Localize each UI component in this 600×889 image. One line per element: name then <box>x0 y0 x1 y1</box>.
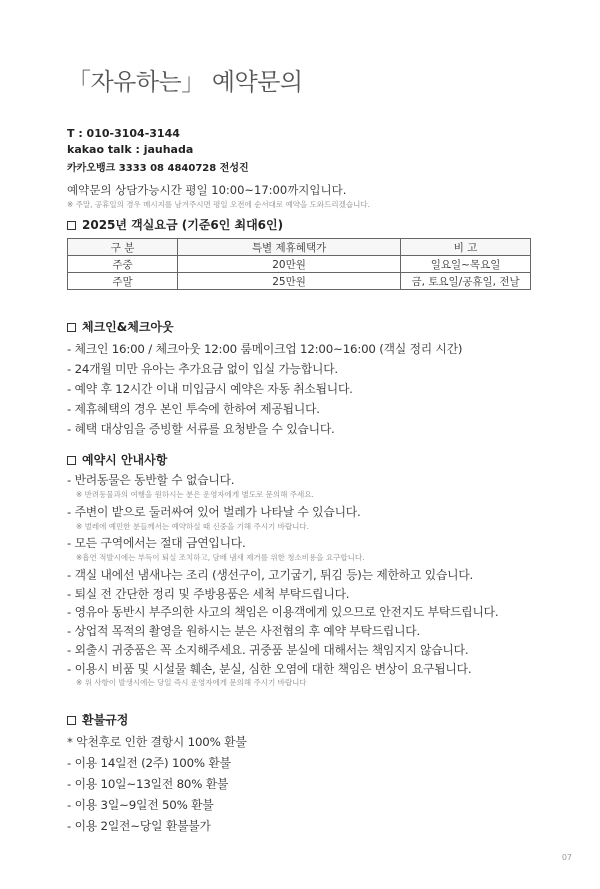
list-item-note: ※ 벌레에 예민한 분들께서는 예약하실 때 신중을 기해 주시기 바랍니다. <box>76 522 309 531</box>
table-header: 구 분 <box>68 239 178 256</box>
rates-table <box>67 238 531 290</box>
list-item: - 제휴혜택의 경우 본인 투숙에 한하여 제공됩니다. <box>67 402 320 416</box>
notice-heading: 예약시 안내사항 <box>67 451 167 468</box>
page-number: 07 <box>561 853 572 862</box>
list-item: - 상업적 목적의 촬영을 원하시는 분은 사전협의 후 예약 부탁드립니다. <box>67 624 421 638</box>
hours-note: ※ 주말, 공휴일의 경우 메시지를 남겨주시면 평일 오전에 순서대로 예약을 도와드리겠습니다. <box>67 200 370 209</box>
list-item: - 24개월 미만 유아는 추가요금 없이 입실 가능합니다. <box>67 362 338 376</box>
list-item: - 객실 내에선 냄새나는 조리 (생선구이, 고기굽기, 튀김 등)는 제한하고 있습니다. <box>67 568 474 582</box>
rates-heading: 2025년 객실요금 (기준6인 최대6인) <box>67 216 283 233</box>
checkin-heading: 체크인&체크아웃 <box>67 318 174 335</box>
table-cell: 20만원 <box>178 256 401 273</box>
list-item: - 이용 10일~13일전 80% 환불 <box>67 777 229 791</box>
table-row <box>68 256 531 273</box>
list-item: - 예약 후 12시간 이내 미입금시 예약은 자동 취소됩니다. <box>67 382 353 396</box>
table-header: 비 고 <box>401 239 531 256</box>
refund-heading: 환불규정 <box>67 711 128 728</box>
contact-bank: 카카오뱅크 3333 08 4840728 전성진 <box>67 163 249 174</box>
list-item: - 외출시 귀중품은 꼭 소지해주세요. 귀중품 분실에 대해서는 책임지지 않습니다. <box>67 643 469 657</box>
list-item-note: ※흡연 적발시에는 부득이 퇴실 조치하고, 담배 냄새 제거를 위한 청소비용을 요구합니다. <box>76 553 365 562</box>
table-cell: 25만원 <box>178 273 401 290</box>
list-item: - 반려동물은 동반할 수 없습니다. <box>67 473 235 487</box>
table-cell: 주중 <box>68 256 178 273</box>
table-row <box>68 273 531 290</box>
table-cell: 금, 토요일/공휴일, 전날 <box>401 273 531 290</box>
list-item: - 주변이 밭으로 둘러싸여 있어 벌레가 나타날 수 있습니다. <box>67 505 361 519</box>
table-header: 특별 제휴혜택가 <box>178 239 401 256</box>
table-header-row <box>68 239 531 256</box>
list-item: - 혜택 대상임을 증빙할 서류를 요청받을 수 있습니다. <box>67 422 335 436</box>
list-item: - 영유아 동반시 부주의한 사고의 책임은 이용객에게 있으므로 안전지도 부탁드립니다. <box>67 605 499 619</box>
list-item: - 퇴실 전 간단한 정리 및 주방용품은 세척 부탁드립니다. <box>67 587 350 601</box>
list-item-note: ※ 반려동물과의 여행을 원하시는 분은 운영자에게 별도로 문의해 주세요. <box>76 490 314 499</box>
list-item: - 이용 2일전~당일 환불불가 <box>67 819 211 833</box>
table-cell: 주말 <box>68 273 178 290</box>
table-cell: 일요일~목요일 <box>401 256 531 273</box>
hours-text: 예약문의 상담가능시간 평일 10:00~17:00까지입니다. <box>67 183 347 197</box>
checkbox-icon <box>67 716 76 725</box>
contact-kakao: kakao talk : jauhada <box>67 143 194 156</box>
list-item: - 체크인 16:00 / 체크아웃 12:00 룸메이크업 12:00~16:00 (객실 정리 시간) <box>67 342 463 356</box>
list-item: - 이용 14일전 (2주) 100% 환불 <box>67 756 231 770</box>
contact-phone: T : 010-3104-3144 <box>67 127 180 140</box>
checkbox-icon <box>67 221 76 230</box>
list-item-note: ※ 위 사항이 발생시에는 당일 즉시 운영자에게 문의해 주시기 바랍니다 <box>76 678 307 687</box>
list-item: - 이용시 비품 및 시설물 훼손, 분실, 심한 오염에 대한 책임은 변상이 요구됩니다. <box>67 662 472 676</box>
list-item: * 악천후로 인한 결항시 100% 환불 <box>67 735 247 749</box>
checkbox-icon <box>67 456 76 465</box>
checkbox-icon <box>67 323 76 332</box>
list-item: - 이용 3일~9일전 50% 환불 <box>67 798 214 812</box>
page-title: 「자유하는」 예약문의 <box>67 68 303 96</box>
list-item: - 모든 구역에서는 절대 금연입니다. <box>67 536 246 550</box>
